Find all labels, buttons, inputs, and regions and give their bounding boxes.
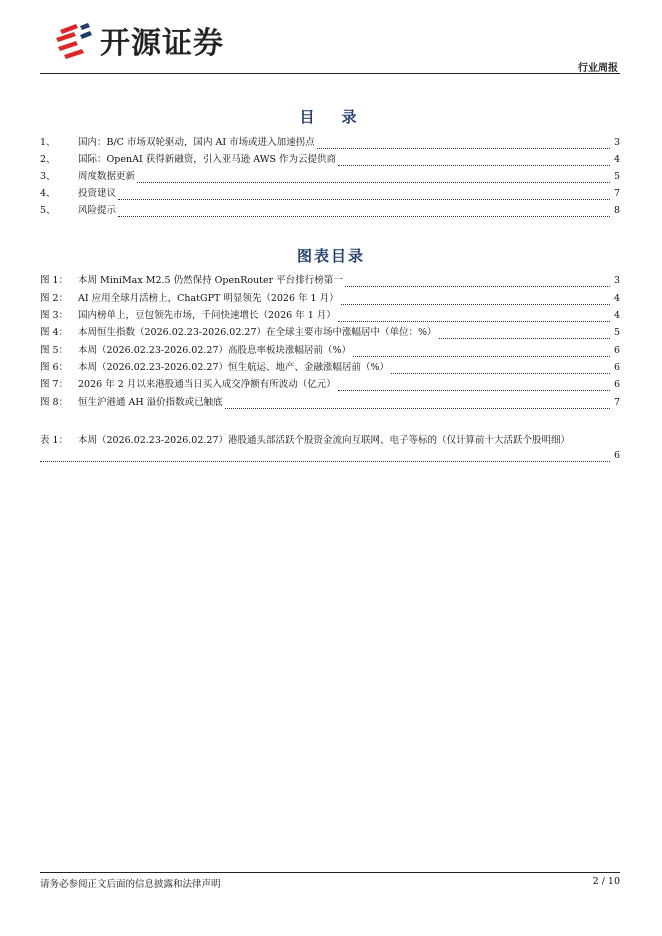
figure-entry-number: 图 2： [40,293,69,304]
page-header [40,16,620,74]
figure-entry-text: AI 应用全球月活榜上，ChatGPT 明显领先（2026 年 1 月） [78,293,339,304]
toc-entry[interactable] [40,135,620,150]
toc-entry-text: 风险提示 [78,205,117,216]
dot-leader [317,140,610,149]
figure-entry-text: 2026 年 2 月以来港股通当日买入成交净额有所波动（亿元） [78,379,336,390]
figure-entry[interactable] [40,291,620,306]
figure-entry[interactable] [40,360,620,375]
toc-entry-page: 4 [613,154,620,165]
page-number: 2 / 10 [592,876,620,887]
figure-entry-text: 恒生沪港通 AH 溢价指数或已触底 [78,397,223,408]
toc-entry-number: 3、 [40,171,56,182]
toc-entry-text: 国际：OpenAI 获得新融资，引入亚马逊 AWS 作为云提供商 [78,154,337,165]
table-entry-text: 本周（2026.02.23-2026.02.27）港股通头部活跃个股资金流向互联网、电子等标的（仅计算前十大活跃个股明细） [78,435,570,446]
dot-leader [118,208,610,217]
brand-name: 开源证券 [100,26,224,61]
toc-entry[interactable] [40,186,620,201]
toc-entry-page: 3 [613,137,620,148]
footer-divider [40,872,620,873]
figure-entry-number: 图 6： [40,362,69,373]
header-divider [40,73,620,74]
figure-entry-page: 6 [613,379,620,390]
dot-leader [338,382,610,391]
figure-entry-number: 图 4： [40,327,69,338]
figure-entry-number: 图 1： [40,275,69,286]
toc-entry-text: 投资建议 [78,188,117,199]
footer-disclaimer: 请务必参阅正文后面的信息披露和法律声明 [40,879,221,890]
figure-entry-text: 本周（2026.02.23-2026.02.27）恒生航运、地产、金融涨幅居前（%） [78,362,390,373]
figure-entry-page: 4 [613,293,620,304]
figure-entry[interactable] [40,325,620,340]
figure-entry[interactable] [40,395,620,410]
figure-entry-number: 图 5： [40,345,69,356]
dot-leader [341,296,610,305]
dot-leader [439,330,610,339]
figure-entry-page: 5 [613,327,620,338]
dot-leader [338,313,610,322]
dot-leader [225,400,610,409]
figure-entry-page: 6 [613,345,620,356]
dot-leader [353,348,610,357]
figure-entry-text: 国内榜单上，豆包领先市场，千问快速增长（2026 年 1 月） [78,310,336,321]
figure-entry-page: 6 [613,362,620,373]
dot-leader [118,191,610,200]
figure-list-title: 图表目录 [296,247,365,265]
figure-entry[interactable] [40,343,620,358]
figure-entry[interactable] [40,377,620,392]
brand-logo-icon [54,20,94,60]
toc-entry[interactable] [40,152,620,167]
dot-leader [40,453,610,462]
toc-title: 目 录 [299,108,363,126]
figure-entry-page: 4 [613,310,620,321]
figure-entry-number: 图 7： [40,379,69,390]
figure-entry-number: 图 8： [40,397,69,408]
brand-logo [54,20,284,60]
table-entry[interactable] [40,433,620,463]
toc-entry[interactable] [40,203,620,218]
toc-entry-number: 5、 [40,205,56,216]
figure-entry[interactable] [40,273,620,288]
toc-entry-page: 7 [613,188,620,199]
toc-entry-number: 2、 [40,154,56,165]
dot-leader [338,157,610,166]
table-entry-number: 表 1： [40,435,69,446]
toc-entry-number: 4、 [40,188,56,199]
figure-entry-text: 本周（2026.02.23-2026.02.27）高股息率板块涨幅居前（%） [78,345,352,356]
toc-entry[interactable] [40,169,620,184]
dot-leader [345,278,610,287]
figure-entry-text: 本周 MiniMax M2.5 仍然保持 OpenRouter 平台排行榜第一 [78,275,343,286]
toc-entry-page: 8 [613,205,620,216]
figure-entry[interactable] [40,308,620,323]
toc-entry-page: 5 [613,171,620,182]
document-type-label: 行业周报 [578,63,618,74]
toc-entry-text: 国内：B/C 市场双轮驱动，国内 AI 市场或进入加速拐点 [78,137,315,148]
dot-leader [391,365,610,374]
toc-entry-number: 1、 [40,137,56,148]
dot-leader [137,174,610,183]
toc-entry-text: 周度数据更新 [78,171,136,182]
figure-entry-page: 7 [613,397,620,408]
figure-entry-number: 图 3： [40,310,69,321]
table-entry-page: 6 [613,450,620,461]
figure-entry-page: 3 [613,275,620,286]
figure-entry-text: 本周恒生指数（2026.02.23-2026.02.27）在全球主要市场中涨幅居中（单位：%） [78,327,437,338]
